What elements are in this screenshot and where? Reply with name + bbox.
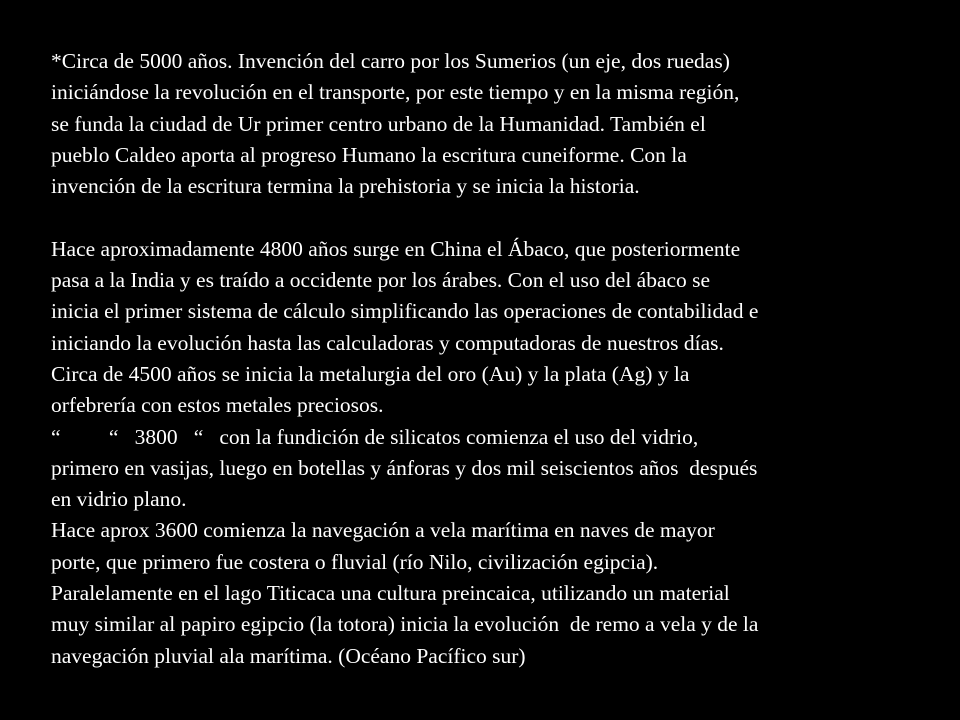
slide-text-block: [51, 46, 951, 672]
text-line: muy similar al papiro egipcio (la totora) inicia la evolución de remo a vela y de la: [51, 612, 759, 637]
text-line: Circa de 4500 años se inicia la metalurgia del oro (Au) y la plata (Ag) y la: [51, 361, 690, 386]
text-line: *Circa de 5000 años. Invención del carro por los Sumerios (un eje, dos ruedas): [51, 49, 730, 73]
text-line: “ “ 3800 “ con la fundición de silicatos comienza el uso del vidrio,: [51, 424, 699, 449]
text-line: invención de la escritura termina la prehistoria y se inicia la historia.: [51, 174, 640, 199]
paragraph-spacer: [51, 202, 951, 233]
text-line: se funda la ciudad de Ur primer centro urbano de la Humanidad. También el: [51, 111, 706, 136]
text-line: inicia el primer sistema de cálculo simplificando las operaciones de contabilidad e: [51, 299, 759, 324]
text-line: primero en vasijas, luego en botellas y ánforas y dos mil seiscientos años después: [51, 455, 758, 480]
text-line: en vidrio plano.: [51, 487, 187, 512]
text-line: pasa a la India y es traído a occidente por los árabes. Con el uso del ábaco se: [51, 268, 711, 293]
text-line: porte, que primero fue costera o fluvial (río Nilo, civilización egipcia).: [51, 549, 659, 574]
text-line: orfebrería con estos metales preciosos.: [51, 393, 384, 418]
text-line: navegación pluvial ala marítima. (Océano Pacífico sur): [51, 643, 526, 668]
text-line: Paralelamente en el lago Titicaca una cultura preincaica, utilizando un material: [51, 581, 730, 606]
text-line: iniciando la evolución hasta las calculadoras y computadoras de nuestros días.: [51, 330, 724, 355]
text-line: pueblo Caldeo aporta al progreso Humano la escritura cuneiforme. Con la: [51, 142, 687, 167]
text-line: iniciándose la revolución en el transporte, por este tiempo y en la misma región,: [51, 80, 740, 105]
text-line: Hace aproximadamente 4800 años surge en China el Ábaco, que posteriormente: [51, 236, 741, 261]
text-line: Hace aprox 3600 comienza la navegación a vela marítima en naves de mayor: [51, 518, 715, 543]
